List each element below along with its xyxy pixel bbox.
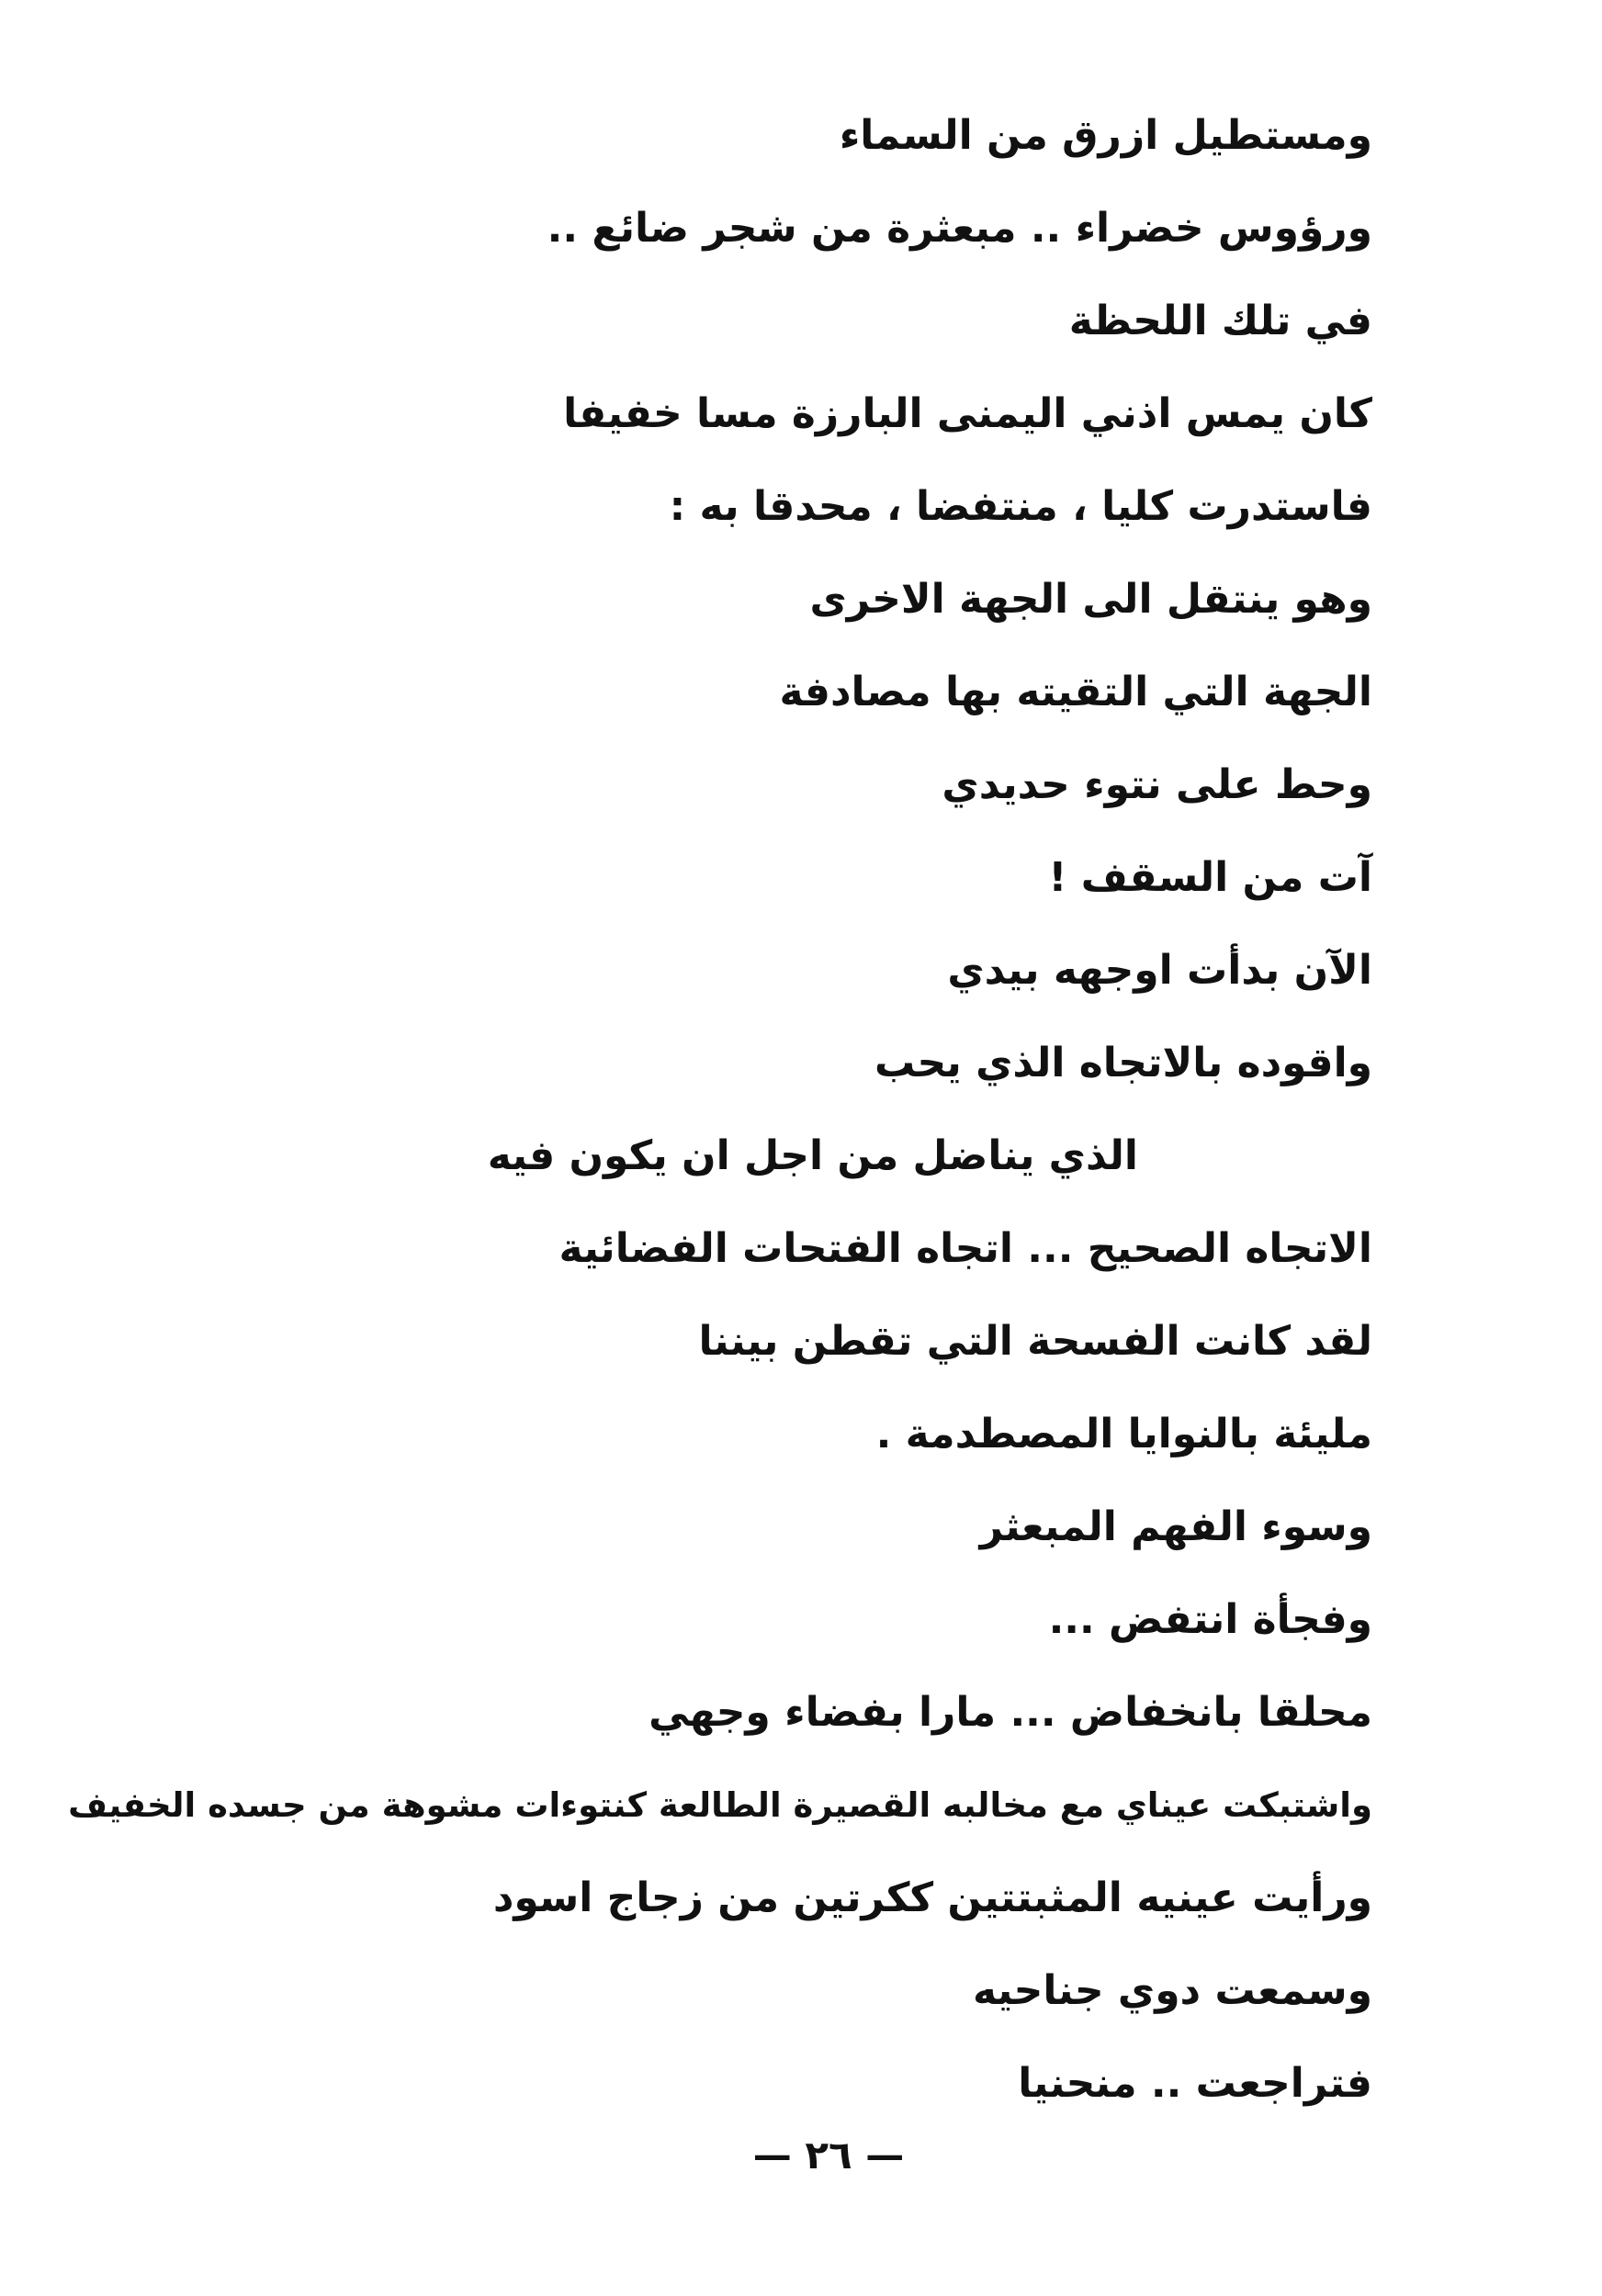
poem-line: واشتبكت عيناي مع مخالبه القصيرة الطالعة كنتوءات مشوهة من جسده الخفيف [68, 1785, 1372, 1825]
poem-line: وفجأة انتفض ... [1048, 1596, 1372, 1643]
poem-line: في تلك اللحظة [1068, 298, 1372, 344]
poem-line: وحط على نتوء حديدي [942, 761, 1372, 808]
poem-line: الآن بدأت اوجهه بيدي [947, 947, 1372, 994]
poem-line: مليئة بالنوايا المصطدمة . [875, 1411, 1372, 1458]
poem-line: محلقا بانخفاض ... مارا بفضاء وجهي [649, 1689, 1372, 1736]
poem-line: فتراجعت .. منحنيا [1018, 2060, 1372, 2107]
poem-line: ومستطيل ازرق من السماء [839, 112, 1372, 159]
poem-line: ورأيت عينيه المثبتتين ككرتين من زجاج اسود [492, 1874, 1372, 1921]
poem-line: الذي يناضل من اجل ان يكون فيه [487, 1132, 1138, 1179]
poem-line: كان يمس اذني اليمنى البارزة مسا خفيفا [563, 390, 1372, 437]
poem-line: ورؤوس خضراء .. مبعثرة من شجر ضائع .. [547, 205, 1372, 252]
poem-line: الجهة التي التقيته بها مصادفة [779, 669, 1372, 715]
poem-line: لقد كانت الفسحة التي تقطن بيننا [698, 1318, 1372, 1365]
poem-line: فاستدرت كليا ، منتفضا ، محدقا به : [669, 483, 1372, 530]
poem-line: الاتجاه الصحيح ... اتجاه الفتحات الفضائية [558, 1225, 1372, 1272]
poem-line: آت من السقف ! [1048, 854, 1372, 901]
page-number: — ٢٦ — [752, 2133, 905, 2178]
poem-line: وهو ينتقل الى الجهة الاخرى [809, 576, 1372, 623]
poem-line: وسوء الفهم المبعثر [979, 1503, 1372, 1550]
poem-line: وسمعت دوي جناحيه [973, 1967, 1372, 2014]
poem-line: واقوده بالاتجاه الذي يحب [874, 1040, 1372, 1086]
